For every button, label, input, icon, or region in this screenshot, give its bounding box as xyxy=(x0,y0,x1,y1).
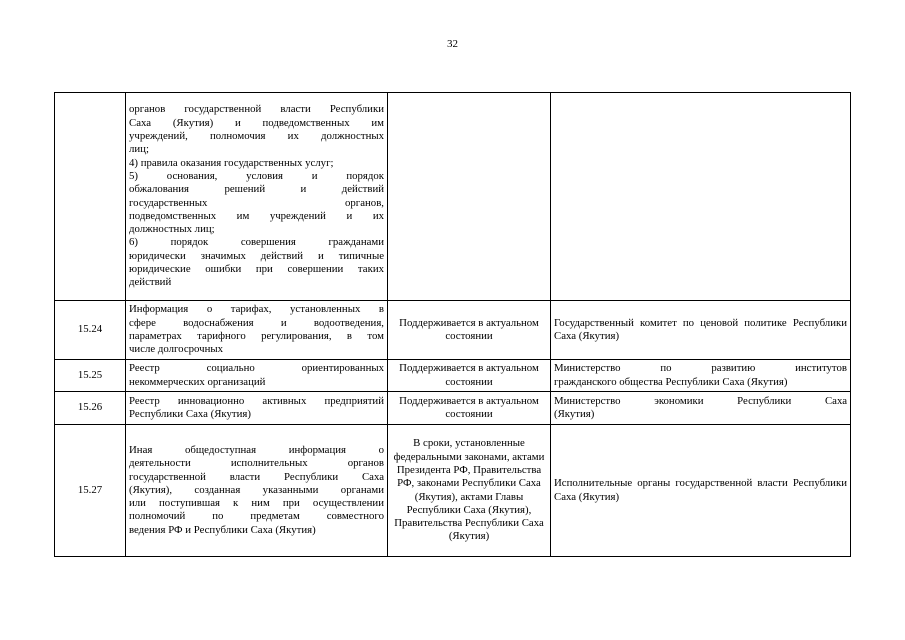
text-line: юридически значимых действий и типичные xyxy=(129,249,384,262)
text-line: некоммерческих организаций xyxy=(129,375,266,388)
responsible-cell xyxy=(551,360,851,392)
row-number-cell: 15.24 xyxy=(55,301,126,360)
text-line: (Якутия) xyxy=(554,408,595,420)
text-line: (Якутия), созданная указанными органами xyxy=(129,483,384,496)
row-number-cell: 15.26 xyxy=(55,392,126,425)
row-number-cell: 15.27 xyxy=(55,425,126,557)
support-cell xyxy=(388,93,551,301)
support-cell: Поддерживается в актуальном состоянии xyxy=(388,392,551,425)
text-line: 4) правила оказания государственных услуг; xyxy=(129,156,334,169)
table-row-15-26 xyxy=(55,392,851,425)
text-line: 5) основания, условия и порядок xyxy=(129,169,384,182)
text-line: или поступившая к ним при осуществлении xyxy=(129,497,384,510)
text-line: Реестр социально ориентированных xyxy=(129,362,384,375)
text-line: действий xyxy=(129,276,172,289)
table-row-continuation xyxy=(55,93,851,301)
text-line: подведомственных им учреждений и их xyxy=(129,209,384,222)
text-line: учреждений, полномочия их должностных xyxy=(129,130,384,143)
row-number-cell xyxy=(55,93,126,301)
text-line: 6) порядок совершения гражданами xyxy=(129,236,384,249)
text-line: Информация о тарифах, установленных в xyxy=(129,303,384,316)
table-row-15-27 xyxy=(55,425,851,557)
text-line: деятельности исполнительных органов xyxy=(129,457,384,470)
text-line: Министерство по развитию институтов xyxy=(554,362,847,375)
support-cell: Поддерживается в актуальном состоянии xyxy=(388,360,551,392)
table-row-15-24 xyxy=(55,301,851,360)
row-number-cell: 15.25 xyxy=(55,360,126,392)
responsible-cell: Исполнительные органы государственной власти Республики Саха (Якутия) xyxy=(551,425,851,557)
text-line: числе долгосрочных xyxy=(129,343,224,356)
text-line: ведения РФ и Республики Саха (Якутия) xyxy=(129,523,316,536)
text-line: Саха (Якутия) и подведомственных им xyxy=(129,116,384,129)
text-line: Республики Саха (Якутия) xyxy=(129,408,251,420)
information-cell xyxy=(126,392,388,425)
text-line: сфере водоснабжения и водоотведения, xyxy=(129,316,384,329)
information-cell xyxy=(126,425,388,557)
responsible-cell: Государственный комитет по ценовой политике Республики Саха (Якутия) xyxy=(551,301,851,360)
text-line: Иная общедоступная информация о xyxy=(129,443,384,456)
table-row-15-25 xyxy=(55,360,851,392)
text-line: Реестр инновационно активных предприятий xyxy=(129,394,384,407)
text-line: государственных органов, xyxy=(129,196,384,209)
text-line: параметрах тарифного регулирования, в том xyxy=(129,330,384,342)
text-line: полномочий по предметам совместного xyxy=(129,510,384,523)
text-line: гражданского общества Республики Саха (Якутия) xyxy=(554,375,788,388)
responsible-cell xyxy=(551,392,851,425)
information-cell xyxy=(126,360,388,392)
text-line: юридические ошибки при совершении таких xyxy=(129,262,384,275)
text-line: лиц; xyxy=(129,143,149,156)
page-number: 32 xyxy=(447,38,458,50)
text-line: обжалования решений и действий xyxy=(129,183,384,196)
text-line: органов государственной власти Республики xyxy=(129,103,384,116)
information-cell xyxy=(126,93,388,301)
document-table xyxy=(54,92,851,557)
responsible-cell xyxy=(551,93,851,301)
support-cell: В сроки, установленные федеральными законами, актами Президента РФ, Правительства РФ, законами Республики Саха (Якутия), актами Главы Республики Саха (Якутия), Правительства Республики Саха (Якутия) xyxy=(388,425,551,557)
information-cell xyxy=(126,301,388,360)
text-line: государственной власти Республики Саха xyxy=(129,470,384,483)
text-line: Министерство экономики Республики Саха xyxy=(554,394,847,407)
text-line: должностных лиц; xyxy=(129,223,215,236)
support-cell: Поддерживается в актуальном состоянии xyxy=(388,301,551,360)
